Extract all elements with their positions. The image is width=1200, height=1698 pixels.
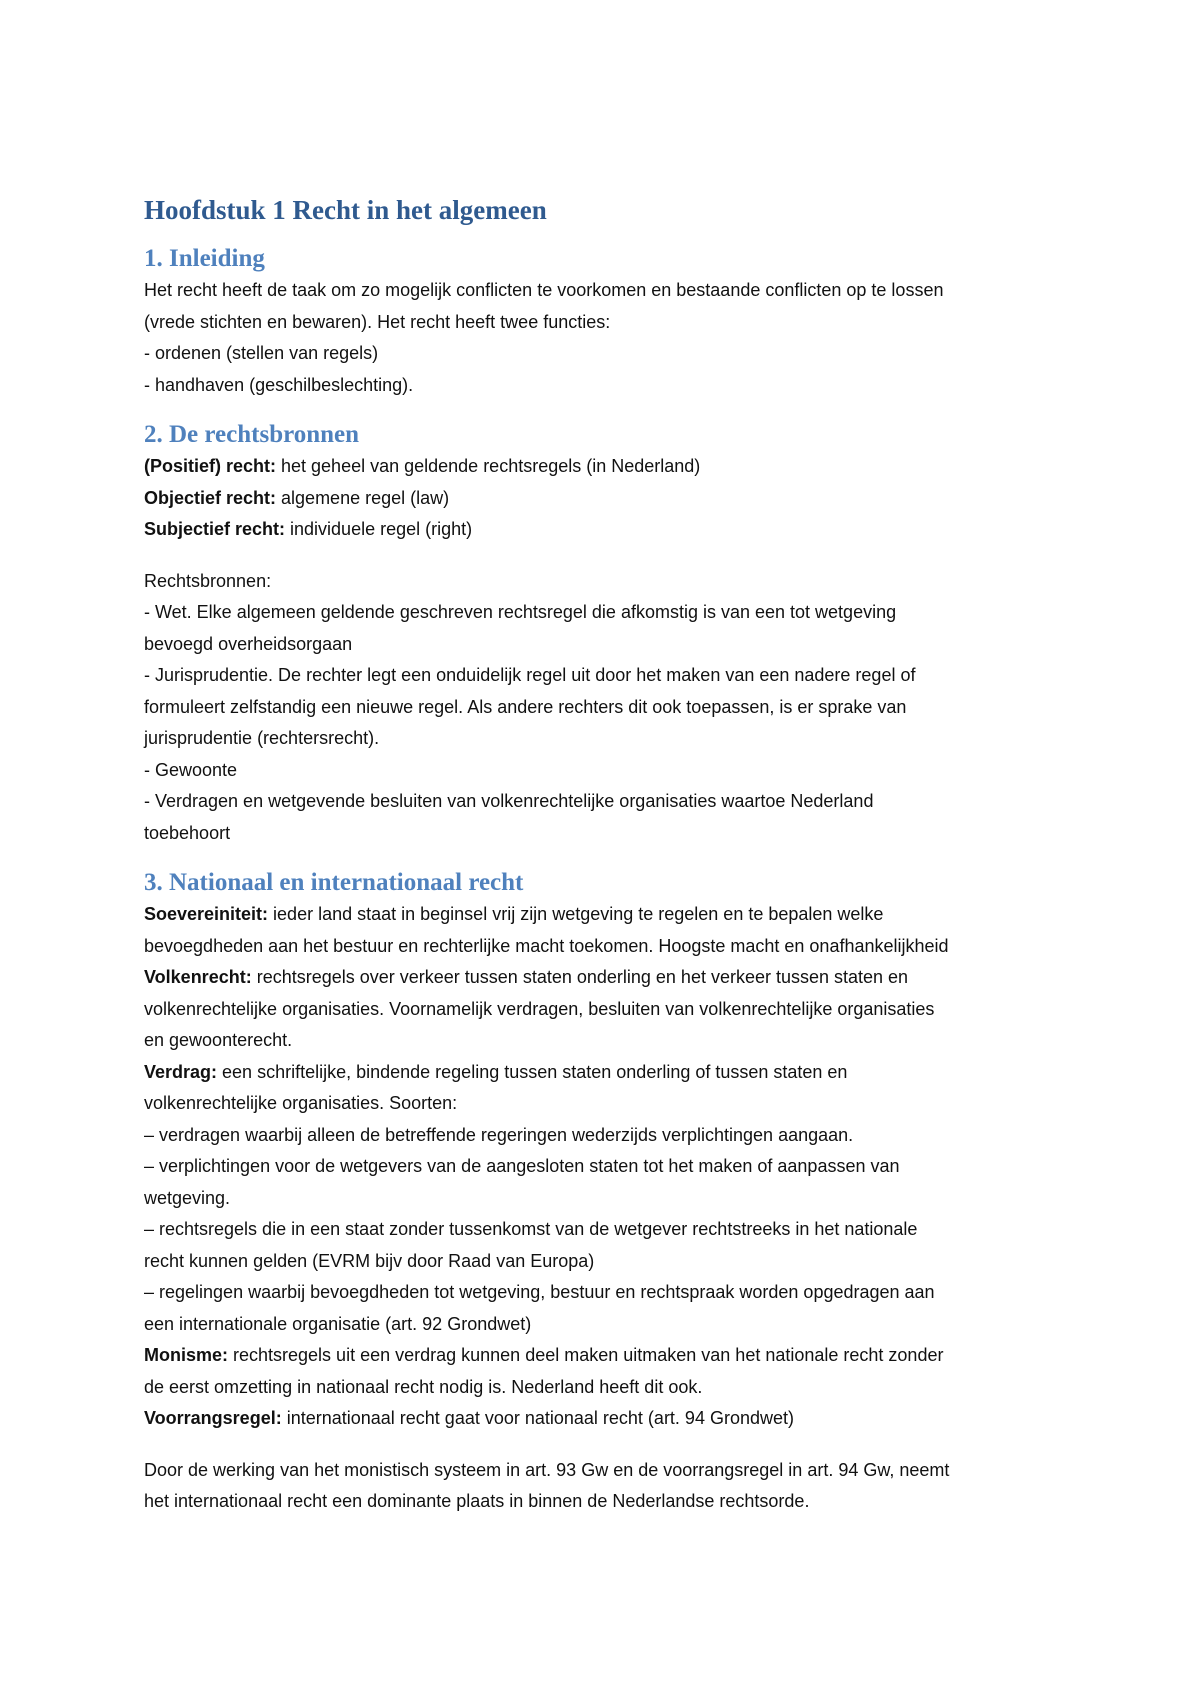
list-item: - handhaven (geschilbeslechting). xyxy=(144,374,414,395)
list-item-continuation: een internationale organisatie (art. 92 Grondwet) xyxy=(144,1313,532,1334)
paragraph-line: en gewoonterecht. xyxy=(144,1030,293,1050)
definition-verdrag xyxy=(144,1057,1064,1089)
definition-soevereiniteit xyxy=(144,899,1064,931)
definition-text: internationaal recht gaat voor nationaal recht (art. 94 Grondwet) xyxy=(281,1408,794,1428)
definition-text: individuele regel (right) xyxy=(285,519,473,539)
definition-positief-recht xyxy=(144,451,1064,483)
definition-objectief-recht xyxy=(144,483,1064,515)
list-item-continuation: jurisprudentie (rechtersrecht). xyxy=(144,728,380,748)
list-item-continuation: toebehoort xyxy=(144,822,231,843)
definition-term: Voorrangsregel: xyxy=(144,1408,282,1428)
sources-label: Rechtsbronnen: xyxy=(144,570,272,591)
list-item-continuation: formuleert zelfstandig een nieuwe regel. Als andere rechters dit ook toepassen, is er sprake van xyxy=(144,696,907,717)
definition-subjectief-recht xyxy=(144,514,1064,546)
chapter-title: Hoofdstuk 1 Recht in het algemeen xyxy=(144,195,547,225)
list-item: – verdragen waarbij alleen de betreffende regeringen wederzijds verplichtingen aangaan. xyxy=(144,1124,854,1145)
list-item: - Gewoonte xyxy=(144,759,238,780)
definition-text: een schriftelijke, bindende regeling tussen staten onderling of tussen staten en xyxy=(217,1061,848,1082)
list-item: - Jurisprudentie. De rechter legt een onduidelijk regel uit door het maken van een nadere regel of xyxy=(144,665,916,685)
list-item-continuation: recht kunnen gelden (EVRM bijv door Raad van Europa) xyxy=(144,1250,595,1271)
list-item-continuation: wetgeving. xyxy=(144,1187,231,1208)
definition-term: (Positief) recht: xyxy=(144,456,277,476)
list-item: - ordenen (stellen van regels) xyxy=(144,343,379,363)
definition-term: Verdrag: xyxy=(144,1061,218,1082)
paragraph-line: bevoegdheden aan het bestuur en rechterlijke macht toekomen. Hoogste macht en onafhankelijkheid xyxy=(144,935,949,956)
definition-text: ieder land staat in beginsel vrij zijn wetgeving te regelen en te bepalen welke xyxy=(268,904,884,924)
section-heading-rechtsbronnen: 2. De rechtsbronnen xyxy=(144,421,360,448)
definition-monisme xyxy=(144,1340,1064,1372)
section-heading-nationaal-internationaal: 3. Nationaal en internationaal recht xyxy=(144,869,524,896)
definition-text: het geheel van geldende rechtsregels (in Nederland) xyxy=(276,456,701,476)
paragraph-line: volkenrechtelijke organisaties. Soorten: xyxy=(144,1093,458,1113)
definition-volkenrecht xyxy=(144,962,1064,994)
definition-text: rechtsregels over verkeer tussen staten onderling en het verkeer tussen staten en xyxy=(251,967,909,987)
definition-term: Objectief recht: xyxy=(144,487,277,508)
closing-paragraph-line: Door de werking van het monistisch systeem in art. 93 Gw en de voorrangsregel in art. 94 Gw, neemt xyxy=(144,1459,950,1480)
list-item: - Verdragen en wetgevende besluiten van volkenrechtelijke organisaties waartoe Nederland xyxy=(144,791,874,811)
definition-text: rechtsregels uit een verdrag kunnen deel maken uitmaken van het nationale recht zonder xyxy=(228,1345,944,1365)
paragraph-line: (vrede stichten en bewaren). Het recht heeft twee functies: xyxy=(144,311,611,332)
document-body xyxy=(144,193,1064,1518)
list-item: – regelingen waarbij bevoegdheden tot wetgeving, bestuur en rechtspraak worden opgedragen aan xyxy=(144,1282,935,1302)
paragraph-line: volkenrechtelijke organisaties. Voornamelijk verdragen, besluiten van volkenrechtelijke organisaties xyxy=(144,998,935,1019)
paragraph-gap xyxy=(144,546,1064,566)
definition-term: Soevereiniteit: xyxy=(144,904,269,924)
paragraph-gap xyxy=(144,1435,1064,1455)
closing-paragraph-line: het internationaal recht een dominante plaats in binnen de Nederlandse rechtsorde. xyxy=(144,1491,810,1511)
definition-text: algemene regel (law) xyxy=(276,487,450,508)
definition-term: Monisme: xyxy=(144,1345,229,1365)
list-item: - Wet. Elke algemeen geldende geschreven rechtsregel die afkomstig is van een tot wetgeving xyxy=(144,602,897,622)
list-item-continuation: bevoegd overheidsorgaan xyxy=(144,633,353,654)
paragraph-line: de eerst omzetting in nationaal recht nodig is. Nederland heeft dit ook. xyxy=(144,1376,703,1397)
list-item: – verplichtingen voor de wetgevers van de aangesloten staten tot het maken of aanpassen van xyxy=(144,1156,900,1176)
definition-voorrangsregel xyxy=(144,1403,1064,1435)
definition-term: Subjectief recht: xyxy=(144,519,286,539)
list-item: – rechtsregels die in een staat zonder tussenkomst van de wetgever rechtstreeks in het nationale xyxy=(144,1219,918,1239)
definition-term: Volkenrecht: xyxy=(144,967,252,987)
section-heading-inleiding: 1. Inleiding xyxy=(144,245,265,272)
paragraph-line: Het recht heeft de taak om zo mogelijk conflicten te voorkomen en bestaande conflicten op te lossen xyxy=(144,280,944,300)
